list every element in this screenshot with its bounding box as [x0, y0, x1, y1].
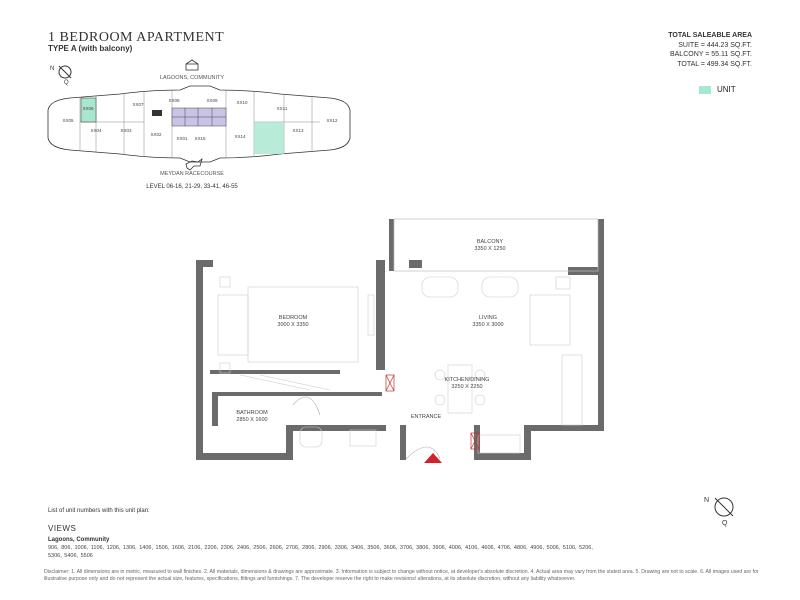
compass-icon: [50, 66, 71, 86]
unit-label: XX08: [168, 98, 180, 103]
balcony-label: BALCONY: [476, 239, 504, 245]
area-balcony: BALCONY = 55.11 SQ.FT.: [669, 51, 752, 58]
disclaimer: Disclaimer: 1. All dimensions are in metric, measured to wall finishes. 2. All materials, dimensions & drawings are approximate. 3. Information is subject to change without notice, at developer's absolute discretion. 4. Actual area may vary from the stated area. 5. Drawing are not to scale. 6. All images used are for illustrative purpose only and do not represent the actual size, features, specifications, fittings and furnishings. 7. The developer reserve the right to make revisions/ alterations, at its absolute discretion, without any liability whatsoever.: [44, 569, 759, 582]
compass-q: Q: [722, 520, 728, 527]
unit-label: XX06: [82, 106, 94, 111]
kitchen-label: KITCHEN/DINING: [444, 377, 490, 383]
view-name: Lagoons, Community: [48, 537, 110, 543]
entrance-label: ENTRANCE: [410, 414, 442, 420]
keyplan-top-label: LAGOONS, COMMUNITY: [159, 75, 225, 81]
balcony-outline: [394, 219, 598, 271]
unit-label: XX02: [150, 132, 162, 137]
walls: [196, 219, 604, 460]
unit-label: XX14: [234, 134, 246, 139]
compass-bottom-icon: [700, 490, 750, 530]
unit-numbers: 906, 806, 1006, 1106, 1206, 1306, 1406, 1506, 1606, 2106, 2206, 2306, 2406, 2506, 2606, 2706, 2806, 2906, 3306, 3406, 3506, 3606, 3706, 3806, 3906, 4006, 4106, 4606, 4706, 4806, 4906, 5006, 5106, 5206, 5306, 5406, 5506: [48, 545, 593, 559]
living-label: LIVING: [478, 315, 498, 321]
page-subtitle: TYPE A (with balcony): [48, 44, 133, 53]
area-suite: SUITE = 444.23 SQ.FT.: [678, 41, 752, 49]
compass-n: N: [704, 497, 710, 504]
unit-label: XX07: [132, 102, 144, 107]
legend-swatch: [699, 86, 711, 94]
area-total: TOTAL = 499.34 SQ.FT.: [677, 60, 752, 68]
area-heading: TOTAL SALEABLE AREA: [668, 32, 752, 39]
bathroom-dims: 2850 X 1600: [236, 417, 268, 423]
views-title: VIEWS: [48, 524, 77, 533]
bathroom-label: BATHROOM: [236, 410, 268, 416]
unit-label: XX09: [206, 98, 218, 103]
unit-legend: [699, 85, 736, 94]
key-plan: [40, 58, 360, 208]
unit-list-title: List of unit numbers with this unit plan:: [48, 508, 150, 514]
bedroom-dims: 3000 X 3350: [277, 322, 309, 328]
community-icon: [186, 60, 198, 70]
page-title: 1 BEDROOM APARTMENT: [48, 30, 225, 45]
unit-label: XX15: [194, 136, 206, 141]
legend-label: UNIT: [717, 85, 736, 94]
compass-n-small: N: [50, 66, 55, 72]
balcony-dims: 3350 X 1250: [474, 246, 506, 252]
unit-label: XX03: [120, 128, 132, 133]
bedroom-label: BEDROOM: [278, 315, 308, 321]
unit-label: XX12: [326, 118, 338, 123]
unit-label: XX01: [176, 136, 188, 141]
kitchen-dims: 3250 X 2250: [451, 384, 483, 390]
unit-label: XX10: [236, 100, 248, 105]
unit-label: XX13: [292, 128, 304, 133]
area-summary: [668, 31, 752, 69]
unit-label: XX04: [90, 128, 102, 133]
unit-label: XX11: [276, 106, 288, 111]
floor-plan: [190, 215, 620, 475]
keyplan-bottom-label: MEYDAN RACECOURSE: [160, 171, 224, 177]
unit-label: XX05: [62, 118, 74, 123]
building-outline: [48, 86, 350, 162]
living-dims: 3350 X 3000: [472, 322, 504, 328]
keyplan-levels: LEVEL 06-16, 21-29, 33-41, 46-55: [146, 184, 238, 190]
compass-q-small: Q: [64, 80, 69, 86]
